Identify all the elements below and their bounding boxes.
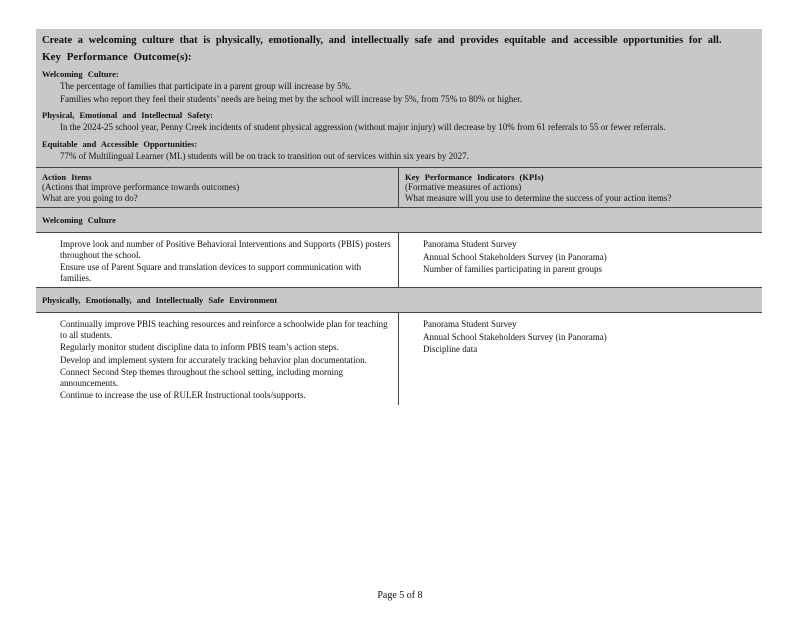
bullet-icon: [42, 355, 60, 366]
action-item: Ensure use of Parent Square and translation devices to support communication with families.: [42, 262, 392, 283]
outcome-heading: Welcoming Culture:: [42, 69, 119, 79]
bullet-icon: [42, 122, 60, 133]
page-number: Page 5 of 8: [377, 590, 423, 601]
bullet-icon: [42, 81, 60, 92]
outcome-bullet: Families who report they feel their students’ needs are being met by the school will increase by 5%, from 75% to 80% or higher.: [42, 94, 756, 105]
kpi-item: Number of families participating in parent groups: [405, 264, 756, 275]
kpi-header: Key Performance Indicators (KPIs) (Formative measures of actions) What measure will you use to determine the success of your action items?: [405, 172, 672, 203]
bullet-icon: [42, 239, 60, 260]
action-items-header: Action Items (Actions that improve performance towards outcomes) What are you going to do?: [36, 168, 399, 207]
outcome-bullet: In the 2024-25 school year, Penny Creek incidents of student physical aggression (without major injury) will decrease by 10% from 61 referrals to 55 or fewer referrals.: [42, 122, 756, 133]
bullet-icon: [42, 151, 60, 162]
action-item: Develop and implement system for accurately tracking behavior plan documentation.: [42, 355, 392, 366]
kpo-heading: Key Performance Outcome(s):: [42, 51, 192, 63]
bullet-icon: [42, 319, 60, 340]
goal-statement: Create a welcoming culture that is physically, emotionally, and intellectually safe and provides equitable and accessible opportunities for all.: [42, 35, 722, 46]
bullet-icon: [405, 319, 423, 330]
bullet-icon: [42, 367, 60, 388]
goal-table: [36, 29, 762, 405]
action-item: Regularly monitor student discipline data to inform PBIS team’s action steps.: [42, 342, 392, 353]
action-list: [36, 313, 399, 405]
bullet-icon: [42, 262, 60, 283]
bullet-icon: [42, 94, 60, 105]
outcome-bullet: 77% of Multilingual Learner (ML) students will be on track to transition out of services within six years by 2027.: [42, 151, 756, 162]
bullet-icon: [405, 239, 423, 250]
goal-section: [36, 29, 762, 168]
outcome-bullet: The percentage of families that participate in a parent group will increase by 5%.: [42, 81, 756, 92]
category-heading: Physically, Emotionally, and Intellectually Safe Environment: [36, 287, 762, 313]
column-headers: [36, 168, 762, 207]
action-list: [36, 233, 399, 287]
action-item: Continually improve PBIS teaching resources and reinforce a schoolwide plan for teaching to all students.: [42, 319, 392, 340]
kpi-item: Annual School Stakeholders Survey (in Panorama): [405, 332, 756, 343]
kpi-list: [399, 313, 762, 405]
bullet-icon: [405, 332, 423, 343]
outcome-heading: Physical, Emotional and Intellectual Safety:: [42, 110, 213, 120]
bullet-icon: [405, 344, 423, 355]
kpi-item: Panorama Student Survey: [405, 239, 756, 250]
kpi-item: Annual School Stakeholders Survey (in Panorama): [405, 252, 756, 263]
kpi-item: Panorama Student Survey: [405, 319, 756, 330]
bullet-icon: [42, 390, 60, 401]
section-row: [36, 313, 762, 405]
action-item: Improve look and number of Positive Behavioral Interventions and Supports (PBIS) posters throughout the school.: [42, 239, 392, 260]
kpi-list: [399, 233, 762, 287]
outcome-heading: Equitable and Accessible Opportunities:: [42, 138, 198, 149]
category-heading: Welcoming Culture: [36, 207, 762, 233]
action-item: Continue to increase the use of RULER Instructional tools/supports.: [42, 390, 392, 401]
bullet-icon: [405, 252, 423, 263]
action-item: Connect Second Step themes throughout the school setting, including morning announcements.: [42, 367, 392, 388]
bullet-icon: [42, 342, 60, 353]
section-row: [36, 233, 762, 287]
kpi-item: Discipline data: [405, 344, 756, 355]
bullet-icon: [405, 264, 423, 275]
